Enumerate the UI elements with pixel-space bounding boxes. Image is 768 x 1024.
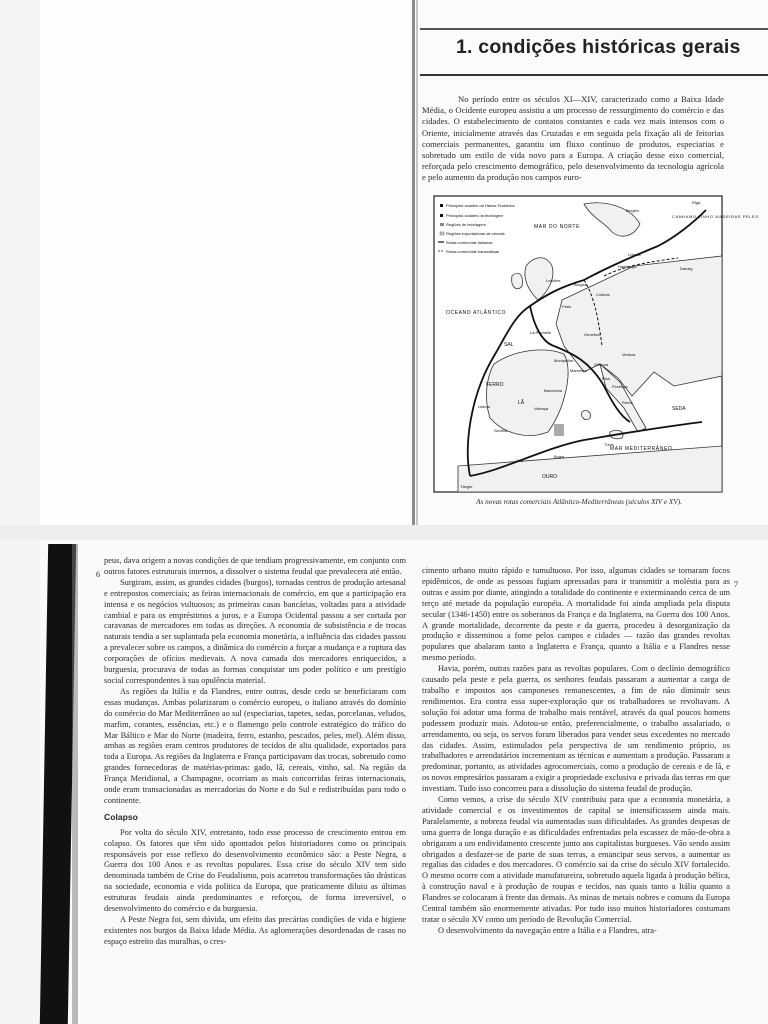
map-legend-2: Regiões de tecelagem [446, 222, 486, 227]
paragraph: Surgiram, assim, as grandes cidades (burgos), tornadas centros de produção artesanal e entrepostos comerciais; as feiras internacionais de comércio, em que a participação era intensa e os negócios vultuosos; as primeiras casas bancárias, voltadas para a atividade cambial e para os empréstimos a juros, e a Europa Ocidental passou a ser cortada por caravanas de mercadores em todas as direções. A economia de subsistência e de trocas naturais tendia a ser suplantada pela economia monetária, a influência das cidades passou a prevalecer sobre os campos, a dinâmica do comércio a forçar a mudança e a ruptura das corporações de ofícios medievais. A nova camada dos mercadores enriquecidos, a burguesia, procurava de todas as formas conquistar um poder político e um prestígio social correspondentes à sua opulência material. [104, 577, 406, 685]
map-label-florenca: Florença [612, 384, 628, 389]
section-heading: Colapso [104, 811, 138, 822]
map-label-ora: Orã [516, 458, 523, 463]
map-region-goods: CANHAMO LINHO MADEIRAS PELES [672, 214, 759, 219]
map-label-seda: SEDA [672, 406, 686, 412]
left-column [104, 556, 406, 948]
map-label-tanger: Tânger [460, 484, 473, 489]
blank-left-page [40, 0, 412, 525]
map-label-sal: SAL [504, 342, 514, 348]
map-label-paris: Paris [562, 304, 572, 309]
title-rule [420, 74, 768, 76]
map-label-roma: Roma [622, 400, 633, 405]
map-label-valenca: Valença [534, 406, 549, 411]
binding-edge [72, 544, 78, 1024]
map-label-la: LÃ [518, 400, 525, 406]
map-region-mediterranean: MAR MEDITERRÂNEO [610, 446, 673, 452]
map-legend-1: Principais cidades da tecelagem [446, 213, 504, 218]
map-label-ferro: FERRO [486, 382, 504, 388]
map-label-londres: Londres [546, 278, 561, 283]
map-label-ouro: OURO [542, 474, 557, 480]
map-label-genebra: Genebra [584, 332, 600, 337]
trade-routes-map [434, 196, 759, 492]
paragraph: A Peste Negra foi, sem dúvida, um efeito das precárias condições de vida e higiene existentes nos burgos da Baixa Idade Média. As aglomerações desordenadas de casas no espaço estreito das muralhas, o cres- [104, 915, 406, 946]
map-label-lisboa: Lisboa [478, 404, 490, 409]
map-legend-4: Rotas comerciais italianas [446, 240, 493, 245]
map-label-danzig: Danzig [680, 266, 693, 271]
map-caption: As novas rotas comerciais Atlântico-Mediterrâneas (séculos XIV e XV). [476, 498, 682, 506]
map-label-tunis: Túnis [604, 442, 614, 447]
paragraph: Por volta do século XIV, entretanto, todo esse processo de crescimento entrou em colapso. Os fatores que têm sido apontados pelos historiadores como os principais responsáveis por esse reflexo do desenvolvimento econômico são: a Peste Negra, a Guerra dos 100 Anos e as revoltas populares. Essa crise do século XIV tem sido denominada também de Crise do Feudalismo, pois acarretou transformações tão drásticas na sociedade, economia e vida política da Europa, que praticamente diluiu as últimas estruturas feudais ainda predominantes e reforçou, de forma irreversível, o desenvolvimento do comércio e da burguesia. [104, 827, 406, 914]
chapter-intro-paragraph: No período entre os séculos XI—XIV, caracterizado como a Baixa Idade Média, o Ocidente europeu assistiu a um processo de ressurgimento do comércio e das cidades. O estabelecimento de contatos constantes e cada vez mais intensos com o Oriente, inicialmente através das Cruzadas e em seguida pela fixação ali de feitorias comerciais permanentes, garantiu um fluxo contínuo de produtos, especiarias e sobretudo um estilo de vida novo para a Europa. A criação desse eixo comercial, reforçada pelo crescimento demográfico, pelo desenvolvimento da tecnologia agrícola e pelo aumento da produção nos campos euro- [422, 94, 724, 183]
map-label-colonia: Colônia [596, 292, 610, 297]
map-region-atlantic: OCEANO ATLÂNTICO [446, 310, 507, 316]
map-label-barcelona: Barcelona [544, 388, 563, 393]
map-label-marselha: Marselha [570, 368, 587, 373]
book-spine [412, 0, 415, 525]
map-label-bugia: Bugia [554, 454, 565, 459]
map-legend-0: Principais cidades da Hansa Teutônica [446, 203, 515, 208]
paragraph: As regiões da Itália e da Flandres, entre outras, desde cedo se beneficiaram com essas mudanças. Ambas polarizaram o comércio europeu, o italiano através do domínio do comércio do Mar Mediterrâneo ao sul (especiarias, tapetes, sedas, porcelanas, veludos, marfim, corantes, essências, etc.) e o flamengo pelo controle estratégico do tráfico do Mar Báltico e Mar do Norte (madeira, ferro, estanho, pescados, peles, mel). Além disso, ambas as regiões eram centros produtores de tecidos de alta qualidade, exportados para toda a Europa. As regiões da Inglaterra e França participavam das trocas, sobretudo como grandes fornecedoras de matérias-primas: gado, lã, cereais, vinho, sal. Na região da França Meridional, a Champagne, ocorriam as mais concorridas feiras internacionais, onde eram transacionadas as mercadorias do Norte e do Sul e redistribuídas para todo o continente. [104, 686, 406, 805]
page-number-left: 6 [96, 570, 100, 579]
map-label-sevilha: Sevilha [494, 428, 508, 433]
paragraph: cimento urbano muito rápido e tumultuoso. Por isso, algumas cidades se tornaram focos epidêmicos, de onde as pessoas fugiam apressadas para ir transmitir a moléstia para as outras e assim por diante, atingindo a totalidade do continente e exterminando cerca de um terço até metade da população européia. A mortalidade foi ainda ampliada pela disputa secular (1346-1450) entre os soberanos da França e da Inglaterra, na Guerra dos 100 Anos. A grande mortalidade, decorrente da peste e da guerra, procedeu à desorganização da produção e disseminou a fome pelos campos e cidades — razão das grandes revoltas populares que abalaram tanto a Inglaterra e França, quanto a Itália e a Flandres nesse mesmo período. [422, 566, 730, 663]
page-number-right: 7 [734, 580, 738, 589]
map-label-la-rochelle: La Rochelle [530, 330, 552, 335]
map-legend-3: Regiões exportadoras de cereais [446, 231, 505, 236]
paragraph: Como vemos, a crise do século XIV contribuiu para que a economia monetária, a atividade comercial e os investimentos de capital se intensificassem ainda mais. Paralelamente, a nobreza feudal via aumentadas suas dificuldades. As grandes despesas de uma guerra de longa duração e as dificuldades enfrentadas pela escassez de mão-de-obra a obrigaram a um endividamento crescente junto aos capitalistas burgueses. Vão sendo assim obrigados a desfazer-se de parte de suas terras, a emancipar seus servos, a aumentar as regalias das cidades e dos mercadores. O comércio sai da crise do século XIV fortalecido. O mesmo ocorre com a atividade manufatureira, sobretudo aquela ligada à produção bélica, à construção naval e à produção de roupas e tecidos, nas quais tanto a Itália quanto a Flandres se colocaram à frente das demais. As minas de metais nobres e comuns da Europa Central também são enormemente ativadas. Por tudo isso muitos historiadores costumam tratar o século XV como um período de Revolução Comercial. [422, 795, 730, 924]
map-label-veneza: Veneza [622, 352, 636, 357]
paragraph: O desenvolvimento da navegação entre a Itália e a Flandres, atra- [438, 925, 657, 935]
map-label-lubeck: Lübeck [628, 252, 641, 257]
paragraph: peus, dava origem a novas condições de que tendiam progressivamente, em conjunto com outros fatores estruturais internos, a dissolver o sistema feudal que prevalecera até então. [104, 556, 406, 576]
map-label-montpellier: Montpellier [554, 358, 574, 363]
map-region-north-sea: MAR DO NORTE [534, 224, 580, 230]
map-label-riga: Riga [692, 200, 701, 205]
map-label-bruges: Bruges [574, 282, 587, 287]
map-label-genova: Gênova [594, 362, 609, 367]
map-legend-5: Rotas comerciais hanseáticas [446, 249, 500, 254]
map-label-hamburgo: Hamburgo [618, 264, 637, 269]
right-column [422, 566, 730, 937]
chapter-title: 1. condições históricas gerais [456, 36, 741, 58]
book-spine-shadow [416, 0, 418, 525]
page-top-edge [420, 28, 768, 30]
map-label-bergen: Bergen [626, 208, 639, 213]
paragraph: Havia, porém, outras razões para as revoltas populares. Com o declínio demográfico causado pela peste e pela guerra, os senhores feudais passaram a aumentar a carga de trabalho e impostos aos camponeses remanescentes, a fim de não diminuir seus rendimentos. Era contra essa super-exploração que os trabalhadores se revoltavam. A solução foi adotar uma forma de trabalho mais rentável, através da qual poucos homens pudessem produzir mais. Adotou-se então, preferencialmente, o trabalho assalariado, o arrendamento, ou seja, os servos foram liberados para vender seus excedentes no mercado das cidades. Assim, estimulados pela perspectiva de um rendimento próprio, os trabalhadores e arrendatários incrementam as técnicas e aumentam a produção. Passaram a predominar, portanto, as atividades agrocomerciais, como a produção de cereais e de lã, e os novos empresários passaram a exigir a propriedade exclusiva e privada das terras em que investiam. Tudo isso concorreu para a dissolução do sistema feudal de produção. [422, 664, 730, 794]
spread-separator [0, 525, 768, 540]
map-label-pisa: Pisa [602, 376, 610, 381]
